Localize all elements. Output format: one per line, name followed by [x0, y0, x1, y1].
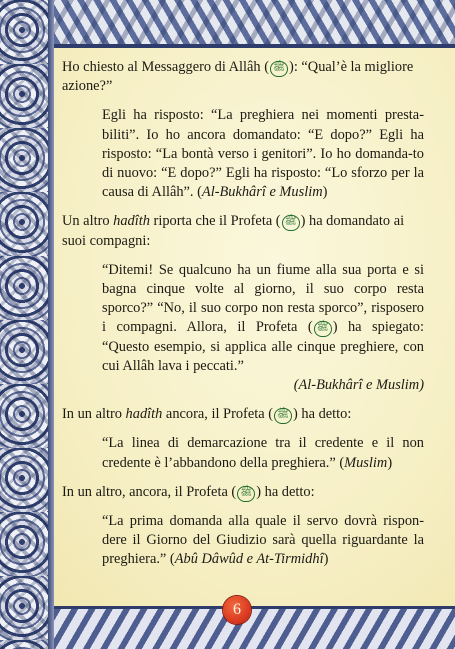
text: In un altro	[62, 406, 126, 423]
pbuh-icon: ﷺ	[314, 321, 332, 337]
quote-text: “La prima domanda alla quale il servo dovrà rispon-dere il Giorno del Giudizio sarà quella riguardante la preghiera.” (	[102, 513, 424, 568]
pbuh-icon: ﷺ	[270, 61, 288, 77]
border-pattern	[0, 0, 48, 649]
decorative-bottom-band	[54, 606, 455, 649]
text: ) ha detto:	[293, 406, 352, 423]
text: riporta che il Profeta (	[149, 213, 281, 230]
text: Un altro	[62, 213, 114, 230]
hadith-term: hadîth	[125, 406, 163, 423]
quote-text: Egli ha risposto: “La preghiera nei momenti presta-biliti”. Io ho ancora domandato: “E dopo?” Egli ha risposto: “La bontà verso i genitori”. Io ho domanda-to di nuovo: “E dopo?” Egli ha risposto: “Lo sforzo per la causa di Allâh”. (	[102, 107, 424, 201]
text: ): “Qual’è la migliore azione?”	[62, 59, 414, 95]
text: )	[323, 551, 329, 568]
text: ) ha domandato ai suoi compagni:	[62, 213, 405, 249]
text: Ho chiesto al Messaggero di Allâh (	[62, 59, 270, 75]
quote-2	[102, 261, 424, 376]
page-body	[62, 58, 424, 580]
quote-4	[102, 512, 424, 570]
text: ) ha detto:	[256, 483, 315, 500]
decorative-top-band	[54, 0, 455, 48]
quote-text: “Ditemi! Se qualcuno ha un fiume alla sua porta e si bagna cinque volte al giorno, il suo corpo resta sporco?” “No, il suo corpo non resta sporco”, risposero i compagni. Allora, il Profeta (	[102, 261, 424, 336]
paragraph-2	[62, 212, 424, 250]
quote-text: “La linea di demarcazione tra il credente e il non credente è l’abbandono della preghiera.” (	[102, 435, 424, 471]
quote-source: Muslim	[344, 454, 388, 471]
paragraph-intro	[62, 58, 424, 96]
decorative-left-border	[0, 0, 54, 649]
text: )	[322, 184, 328, 201]
hadith-term: hadîth	[113, 213, 150, 230]
paragraph-4	[62, 483, 424, 502]
text: )	[387, 454, 393, 471]
quote-2-source: (Al-Bukhârî e Muslim)	[293, 377, 424, 394]
quote-source: Abû Dâwûd e At-Tirmidhî	[174, 551, 324, 568]
quote-1	[102, 106, 424, 202]
quote-3	[102, 434, 424, 472]
page-number-badge: 6	[223, 596, 251, 624]
quote-text: ) ha spiegato: “Questo esempio, si applica alle cinque preghiere, con cui Allâh lava i peccati.”	[102, 319, 424, 374]
text: In un altro, ancora, il Profeta (	[62, 483, 237, 500]
pbuh-icon: ﷺ	[274, 408, 292, 424]
text: ancora, il Profeta (	[162, 406, 274, 423]
paragraph-3	[62, 405, 424, 424]
pbuh-icon: ﷺ	[282, 215, 300, 231]
quote-source: Al-Bukhârî e Muslim	[201, 184, 323, 201]
pbuh-icon: ﷺ	[237, 486, 255, 502]
